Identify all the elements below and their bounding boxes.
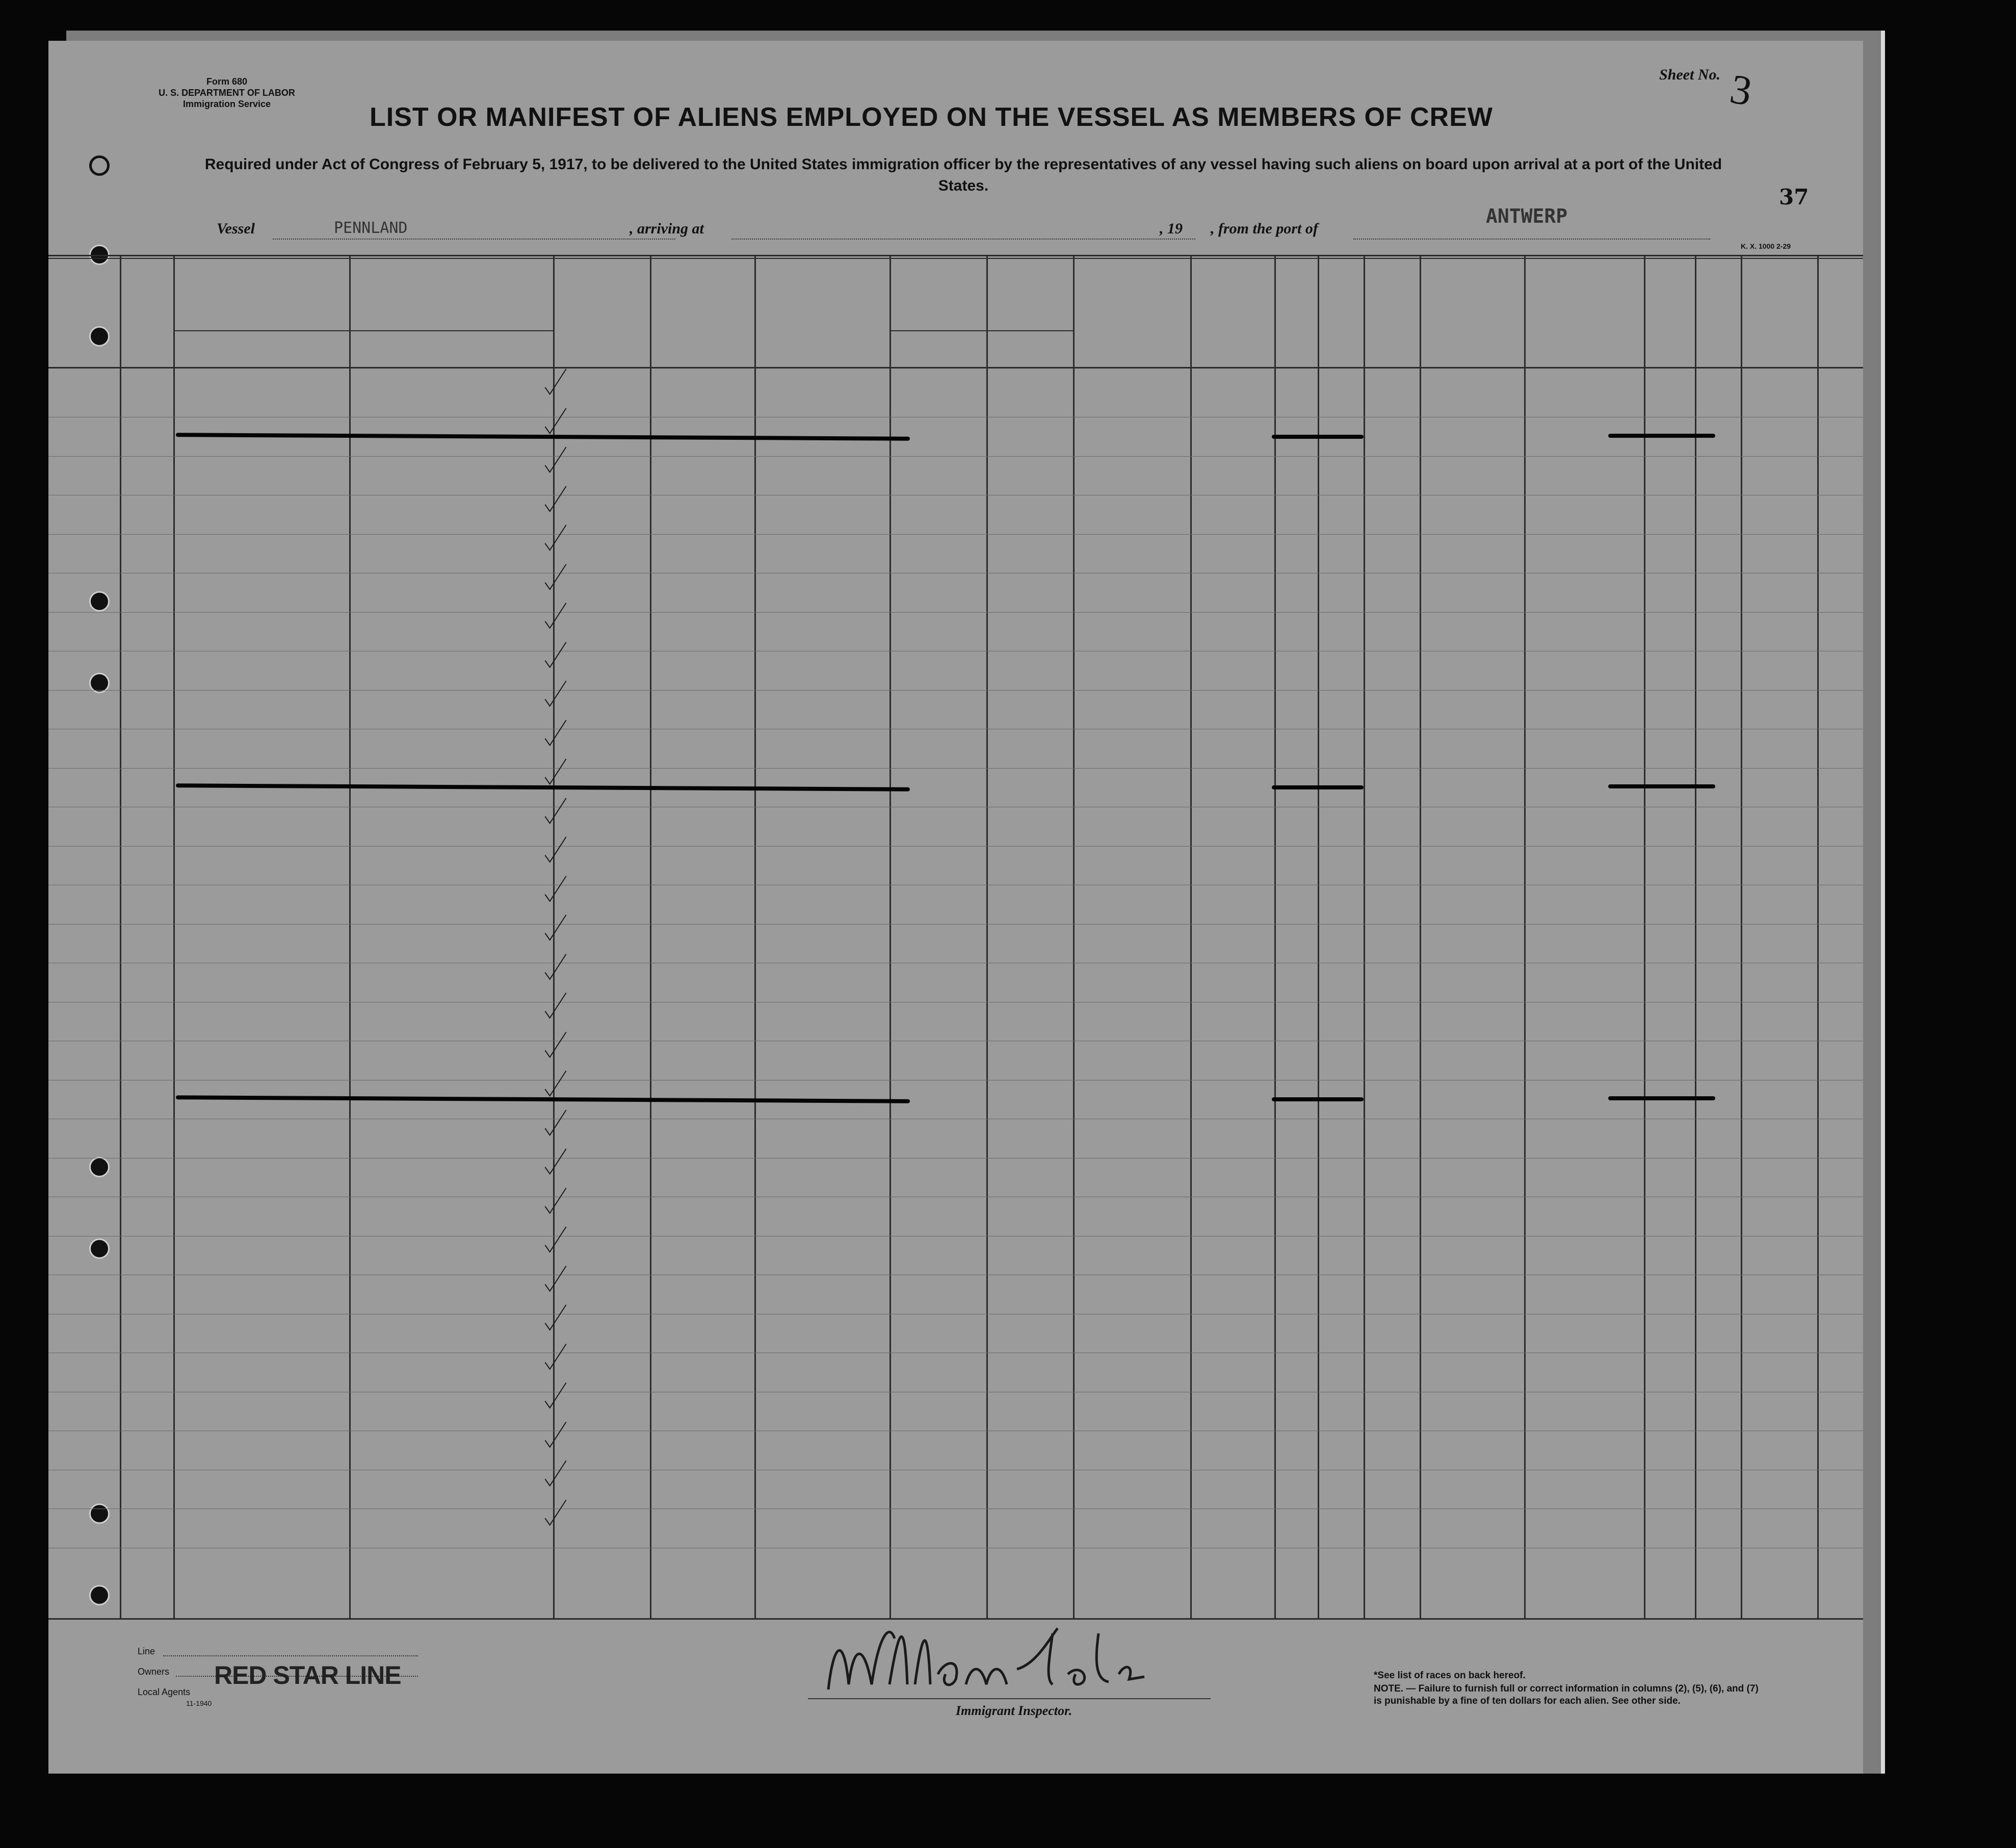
manifest-sheet — [48, 41, 1863, 1774]
check-mark — [543, 640, 568, 671]
line-stamp: RED STAR LINE — [214, 1661, 401, 1689]
check-mark — [543, 796, 568, 827]
service-name: Immigration Service — [182, 99, 271, 109]
races-note: *See list of races on back hereof. — [1374, 1670, 1526, 1681]
age-strikeout — [1272, 785, 1364, 789]
name-split-rule — [349, 330, 351, 367]
check-mark — [543, 679, 568, 709]
agents-code: 11-1940 — [186, 1699, 212, 1707]
agents-label: Local Agents — [138, 1687, 191, 1697]
vessel-label: Vessel — [217, 220, 255, 237]
column-rule — [120, 255, 121, 1618]
age-strikeout — [1272, 435, 1364, 439]
line-label: Line — [138, 1646, 155, 1656]
check-mark — [543, 835, 568, 865]
height-strikeout — [1608, 1096, 1715, 1100]
age-strikeout — [1272, 1097, 1364, 1101]
table-head-rule — [48, 367, 1863, 368]
row-rule — [48, 924, 1863, 925]
check-mark — [543, 1498, 568, 1528]
from-port-label: , from the port of — [1211, 220, 1318, 237]
column-rule — [1817, 255, 1819, 1618]
check-mark — [543, 1381, 568, 1411]
department-name: U. S. DEPARTMENT OF LABOR — [159, 88, 295, 98]
check-mark — [543, 874, 568, 905]
column-rule — [889, 255, 891, 1618]
manifest-table — [48, 41, 1863, 1774]
check-mark — [543, 406, 568, 437]
check-mark — [543, 1342, 568, 1372]
check-mark — [543, 562, 568, 593]
year-label: , 19 — [1160, 220, 1183, 237]
inspector-label: Immigrant Inspector. — [956, 1703, 1072, 1718]
row-rule — [48, 612, 1863, 613]
height-strikeout — [1608, 784, 1715, 788]
column-rule — [1073, 255, 1075, 1618]
row-rule — [48, 534, 1863, 535]
column-rule — [1420, 255, 1421, 1618]
check-mark — [543, 601, 568, 631]
table-top-rule — [48, 255, 1863, 256]
row-rule — [48, 690, 1863, 691]
check-mark — [543, 1069, 568, 1099]
from-port-value: ANTWERP — [1486, 205, 1568, 227]
line-field — [163, 1655, 418, 1656]
print-code: K. X. 1000 2-29 — [1741, 242, 1791, 250]
height-strikeout — [1608, 434, 1715, 438]
check-mark — [543, 1459, 568, 1489]
signature-line — [808, 1698, 1211, 1699]
check-mark — [543, 952, 568, 983]
check-mark — [543, 991, 568, 1021]
check-mark — [543, 1186, 568, 1217]
column-rule — [1644, 255, 1645, 1618]
vessel-name: PENNLAND — [334, 219, 408, 237]
page-subtitle: Required under Act of Congress of February 5, 1917, to be delivered to the United States immigration officer by the representatives of any vessel having such aliens on board upon arrival at a port of the United States. — [204, 156, 1722, 194]
column-rule — [754, 255, 756, 1618]
column-rule — [173, 255, 175, 1618]
check-mark — [543, 1420, 568, 1450]
inspector-signature — [813, 1613, 1185, 1710]
row-rule — [48, 456, 1863, 457]
check-mark — [543, 757, 568, 787]
page-number: 37 — [1779, 184, 1809, 209]
sheet-number: 3 — [1726, 65, 1756, 115]
check-mark — [543, 367, 568, 398]
table-top-rule-inner — [48, 258, 1863, 259]
sheet-label: Sheet No. — [1659, 66, 1720, 83]
check-mark — [543, 1108, 568, 1139]
fine-note: NOTE. — Failure to furnish full or correct information in columns (2), (5), (6), and (7) is punishable by a fine of ten dollars for each alien. See other side. — [1374, 1683, 1759, 1706]
name-subhead-rule — [173, 330, 553, 331]
shipped-split-rule — [986, 330, 988, 367]
check-mark — [543, 913, 568, 943]
column-rule — [1274, 255, 1276, 1618]
column-rule — [650, 255, 651, 1618]
check-mark — [543, 523, 568, 553]
shipped-subhead-rule — [889, 330, 1073, 331]
page-title: LIST OR MANIFEST OF ALIENS EMPLOYED ON THE VESSEL AS MEMBERS OF CREW — [370, 102, 1493, 132]
check-mark — [543, 1264, 568, 1295]
column-rule — [1364, 255, 1365, 1618]
row-rule — [48, 768, 1863, 769]
check-mark — [543, 1030, 568, 1061]
check-mark — [543, 1225, 568, 1255]
column-rule — [986, 255, 988, 1618]
form-number: Form 680 — [206, 76, 248, 87]
check-mark — [543, 445, 568, 476]
column-rule — [1190, 255, 1192, 1618]
column-rule — [1695, 255, 1696, 1618]
column-rule — [1741, 255, 1742, 1618]
row-rule — [48, 846, 1863, 847]
check-mark — [543, 718, 568, 749]
column-rule — [1318, 255, 1319, 1618]
arriving-label: , arriving at — [630, 220, 704, 237]
check-mark — [543, 484, 568, 515]
column-rule — [349, 255, 351, 1618]
check-mark — [543, 1147, 568, 1177]
check-mark — [543, 1303, 568, 1333]
owners-label: Owners — [138, 1667, 170, 1677]
column-rule — [1524, 255, 1526, 1618]
